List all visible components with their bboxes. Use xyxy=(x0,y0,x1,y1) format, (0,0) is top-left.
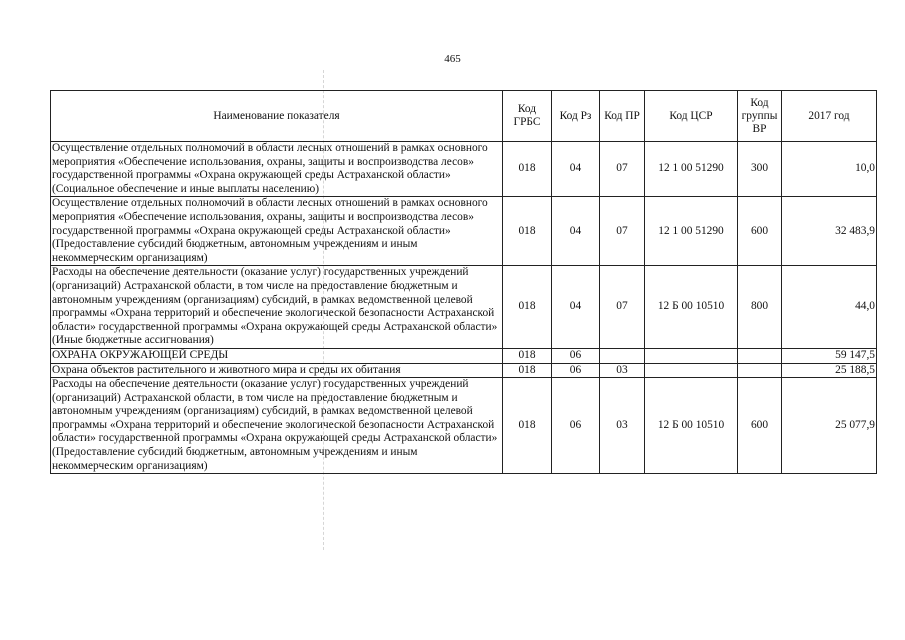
row-amount: 10,0 xyxy=(782,142,877,197)
header-pr: Код ПР xyxy=(600,91,645,142)
row-csr: 12 Б 00 10510 xyxy=(645,378,738,474)
page-number: 465 xyxy=(444,53,461,65)
row-amount: 25 188,5 xyxy=(782,363,877,378)
row-amount: 44,0 xyxy=(782,266,877,349)
row-grbs: 018 xyxy=(503,266,552,349)
header-vr: Код группы ВР xyxy=(738,91,782,142)
row-vr: 600 xyxy=(738,197,782,266)
row-csr: 12 Б 00 10510 xyxy=(645,266,738,349)
row-rz: 04 xyxy=(552,142,600,197)
table-row xyxy=(51,266,877,349)
row-name: Охрана объектов растительного и животного мира и среды их обитания xyxy=(51,363,503,378)
row-rz: 04 xyxy=(552,266,600,349)
header-year: 2017 год xyxy=(782,91,877,142)
row-rz: 04 xyxy=(552,197,600,266)
row-amount: 32 483,9 xyxy=(782,197,877,266)
row-vr xyxy=(738,363,782,378)
row-pr: 03 xyxy=(600,378,645,474)
budget-table xyxy=(50,90,877,474)
row-rz: 06 xyxy=(552,363,600,378)
row-pr: 07 xyxy=(600,142,645,197)
table-row xyxy=(51,197,877,266)
row-vr: 600 xyxy=(738,378,782,474)
header-grbs: Код ГРБС xyxy=(503,91,552,142)
row-csr: 12 1 00 51290 xyxy=(645,142,738,197)
row-vr: 300 xyxy=(738,142,782,197)
row-name: Осуществление отдельных полномочий в области лесных отношений в рамках основного мероприятия «Обеспечение использования, охраны, защиты и воспроизводства лесов» государственной программы «Охрана окружающей среды Астраханской области» (Предоставление субсидий бюджетным, автономным учреждениям и иным некоммерческим организациям) xyxy=(51,197,503,266)
header-csr: Код ЦСР xyxy=(645,91,738,142)
row-csr: 12 1 00 51290 xyxy=(645,197,738,266)
row-name: Расходы на обеспечение деятельности (оказание услуг) государственных учреждений (организаций) Астраханской области, в том числе на предоставление бюджетным и автономным учреждениям (организациям) субсидий, в рамках ведомственной целевой программы «Охрана территорий и обеспечение экологической безопасности Астраханской области» государственной программы «Охрана окружающей среды Астраханской области» (Предоставление субсидий бюджетным, автономным учреждениям и иным некоммерческим организациям) xyxy=(51,378,503,474)
row-grbs: 018 xyxy=(503,378,552,474)
row-grbs: 018 xyxy=(503,348,552,363)
header-name: Наименование показателя xyxy=(51,91,503,142)
row-rz: 06 xyxy=(552,378,600,474)
row-csr xyxy=(645,363,738,378)
row-name: Расходы на обеспечение деятельности (оказание услуг) государственных учреждений (организаций) Астраханской области, в том числе на предоставление бюджетным и автономным учреждениям (организациям) субсидий, в рамках ведомственной целевой программы «Охрана территорий и обеспечение экологической безопасности Астраханской области» государственной программы «Охрана окружающей среды Астраханской области» (Иные бюджетные ассигнования) xyxy=(51,266,503,349)
row-grbs: 018 xyxy=(503,197,552,266)
header-rz: Код Рз xyxy=(552,91,600,142)
row-rz: 06 xyxy=(552,348,600,363)
row-name: Осуществление отдельных полномочий в области лесных отношений в рамках основного мероприятия «Обеспечение использования, охраны, защиты и воспроизводства лесов» государственной программы «Охрана окружающей среды Астраханской области» (Социальное обеспечение и иные выплаты населению) xyxy=(51,142,503,197)
row-pr: 03 xyxy=(600,363,645,378)
table-row xyxy=(51,363,877,378)
table-row xyxy=(51,378,877,474)
table-row xyxy=(51,142,877,197)
row-vr xyxy=(738,348,782,363)
row-vr: 800 xyxy=(738,266,782,349)
row-pr: 07 xyxy=(600,266,645,349)
row-amount: 59 147,5 xyxy=(782,348,877,363)
header-row xyxy=(51,91,877,142)
row-amount: 25 077,9 xyxy=(782,378,877,474)
row-pr xyxy=(600,348,645,363)
table-row xyxy=(51,348,877,363)
row-csr xyxy=(645,348,738,363)
row-grbs: 018 xyxy=(503,142,552,197)
row-name: ОХРАНА ОКРУЖАЮЩЕЙ СРЕДЫ xyxy=(51,348,503,363)
row-pr: 07 xyxy=(600,197,645,266)
row-grbs: 018 xyxy=(503,363,552,378)
